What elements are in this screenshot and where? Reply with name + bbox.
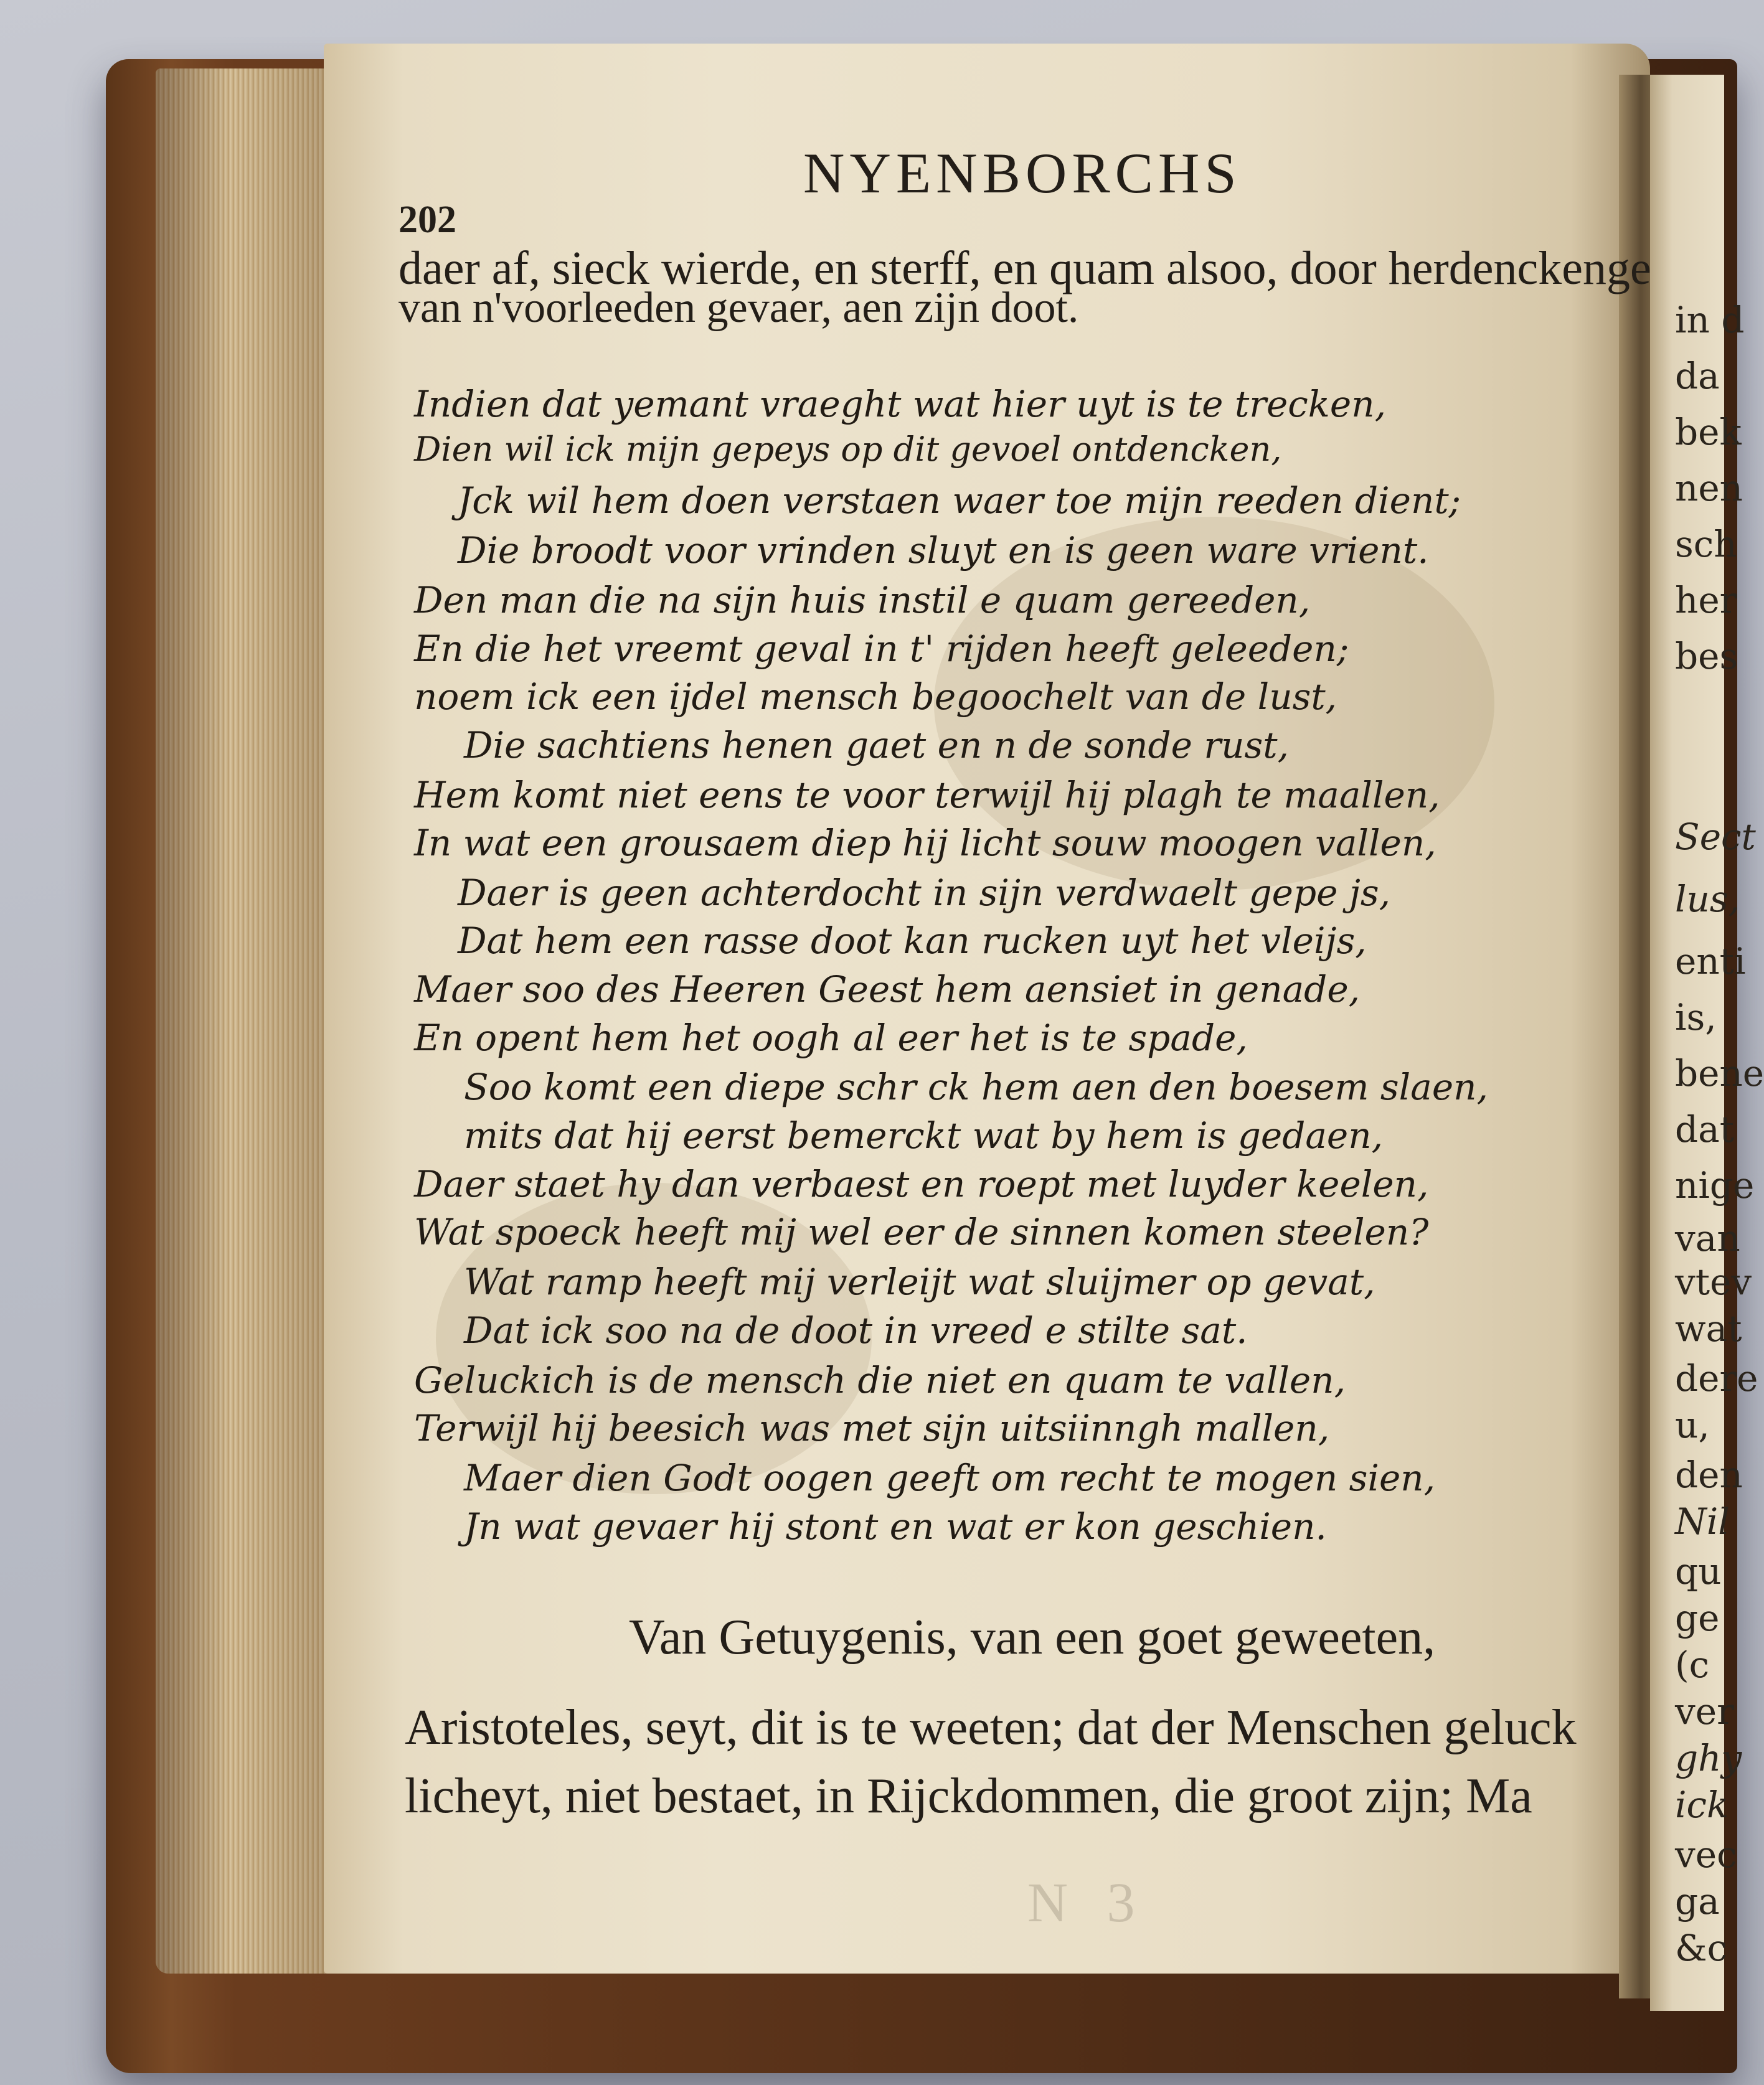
facing-fragment: her [1675,579,1737,621]
poem-line: noem ick een ijdel mensch begoochelt van de lust, [414,675,1337,718]
facing-page [1650,75,1764,2011]
poem-line: Den man die na sijn huis instil e quam gereeden, [414,579,1311,621]
poem-line: Dat hem een rasse doot kan rucken uyt het vleijs, [458,920,1367,962]
poem-line: Jck wil hem doen verstaen waer toe mijn reeden dient; [458,479,1461,522]
facing-fragment: dat [1675,1108,1735,1151]
facing-fragment: enti [1675,940,1746,982]
body-line: Aristoteles, seyt, dit is te weeten; dat der Menschen geluck [405,1700,1577,1755]
poem-line: Indien dat yemant vraeght wat hier uyt is te trecken, [414,383,1387,425]
facing-fragment: sch [1675,523,1737,565]
facing-fragment: ghy [1675,1737,1742,1779]
facing-fragment: ge [1675,1597,1720,1639]
prose-line: van n'voorleeden gevaer, aen zijn doot. [399,284,1079,332]
poem-line: Geluckich is de mensch die niet en quam te vallen, [414,1359,1346,1401]
facing-fragment: nige [1675,1164,1755,1207]
page-number: 202 [399,199,456,241]
facing-fragment: vec [1675,1833,1737,1876]
poem-line: Hem komt niet eens te voor terwijl hij plagh te maallen, [414,774,1440,816]
poem-line: En die het vreemt geval in t' rijden heeft geleeden; [414,628,1349,670]
poem-line: In wat een grousaem diep hij licht souw moogen vallen, [414,822,1436,864]
poem-line: Dien wil ick mijn gepeys op dit gevoel ontdencken, [414,430,1282,469]
poem-line: En opent hem het oogh al eer het is te spade, [414,1017,1248,1059]
facing-fragment: nen [1675,467,1743,509]
facing-fragment: in d [1675,299,1745,341]
facing-fragment: qu [1675,1550,1722,1593]
facing-fragment: is, [1675,996,1717,1038]
poem-line: Jn wat gevaer hij stont en wat er kon geschien. [464,1505,1327,1548]
signature-mark: N 3 [1027,1872,1148,1934]
facing-fragment: bene [1675,1052,1764,1094]
poem-line: Die sachtiens henen gaet en n de sonde rust, [464,724,1289,766]
facing-fragment: (c [1675,1644,1710,1686]
poem-line: Die broodt voor vrinden sluyt en is geen ware vrient. [458,529,1429,572]
poem-line: Maer dien Godt oogen geeft om recht te mogen sien, [464,1457,1436,1499]
section-heading: Van Getuygenis, van een goet geweeten, [629,1610,1436,1665]
facing-fragment: bes [1675,635,1738,677]
facing-fragment: Nil [1675,1500,1730,1543]
page-block-shade [156,68,342,1974]
facing-fragment: wat [1675,1307,1742,1350]
body-line: licheyt, niet bestaet, in Rijckdommen, die groot zijn; Ma [405,1769,1532,1824]
facing-fragment: &c [1675,1927,1728,1969]
poem-line: Wat ramp heeft mij verleijt wat sluijmer op gevat, [464,1261,1375,1303]
facing-fragment: van [1675,1217,1740,1259]
poem-line: Daer staet hy dan verbaest en roept met luyder keelen, [414,1163,1429,1205]
poem-line: Dat ick soo na de doot in vreed e stilte sat. [464,1309,1248,1352]
poem-line: Maer soo des Heeren Geest hem aensiet in genade, [414,968,1361,1010]
facing-fragment: dere [1675,1357,1758,1400]
facing-fragment: ick [1675,1784,1729,1826]
facing-fragment: da [1675,355,1720,397]
poem-line: mits dat hij eerst bemerckt wat by hem is gedaen, [464,1114,1384,1157]
poem-line: Terwijl hij beesich was met sijn uitsiinngh mallen, [414,1407,1330,1449]
facing-fragment: den [1675,1454,1743,1496]
facing-fragment: bek [1675,411,1742,453]
poem-line: Soo komt een diepe schr ck hem aen den boesem slaen, [464,1066,1488,1108]
facing-fragment: ver [1675,1690,1734,1733]
prose-line: daer af, sieck wierde, en sterff, en quam alsoo, door herdenckenge [399,242,1651,294]
facing-fragment: vtev [1675,1261,1752,1303]
poem-line: Wat spoeck heeft mij wel eer de sinnen komen steelen? [414,1211,1429,1253]
facing-fragment: Sect [1675,816,1756,858]
facing-fragment: u, [1675,1404,1710,1446]
poem-line: Daer is geen achterdocht in sijn verdwaelt gepe js, [458,872,1391,914]
facing-fragment: lus, [1675,878,1740,920]
facing-fragment: ga [1675,1880,1720,1923]
running-head: NYENBORCHS [803,141,1242,205]
